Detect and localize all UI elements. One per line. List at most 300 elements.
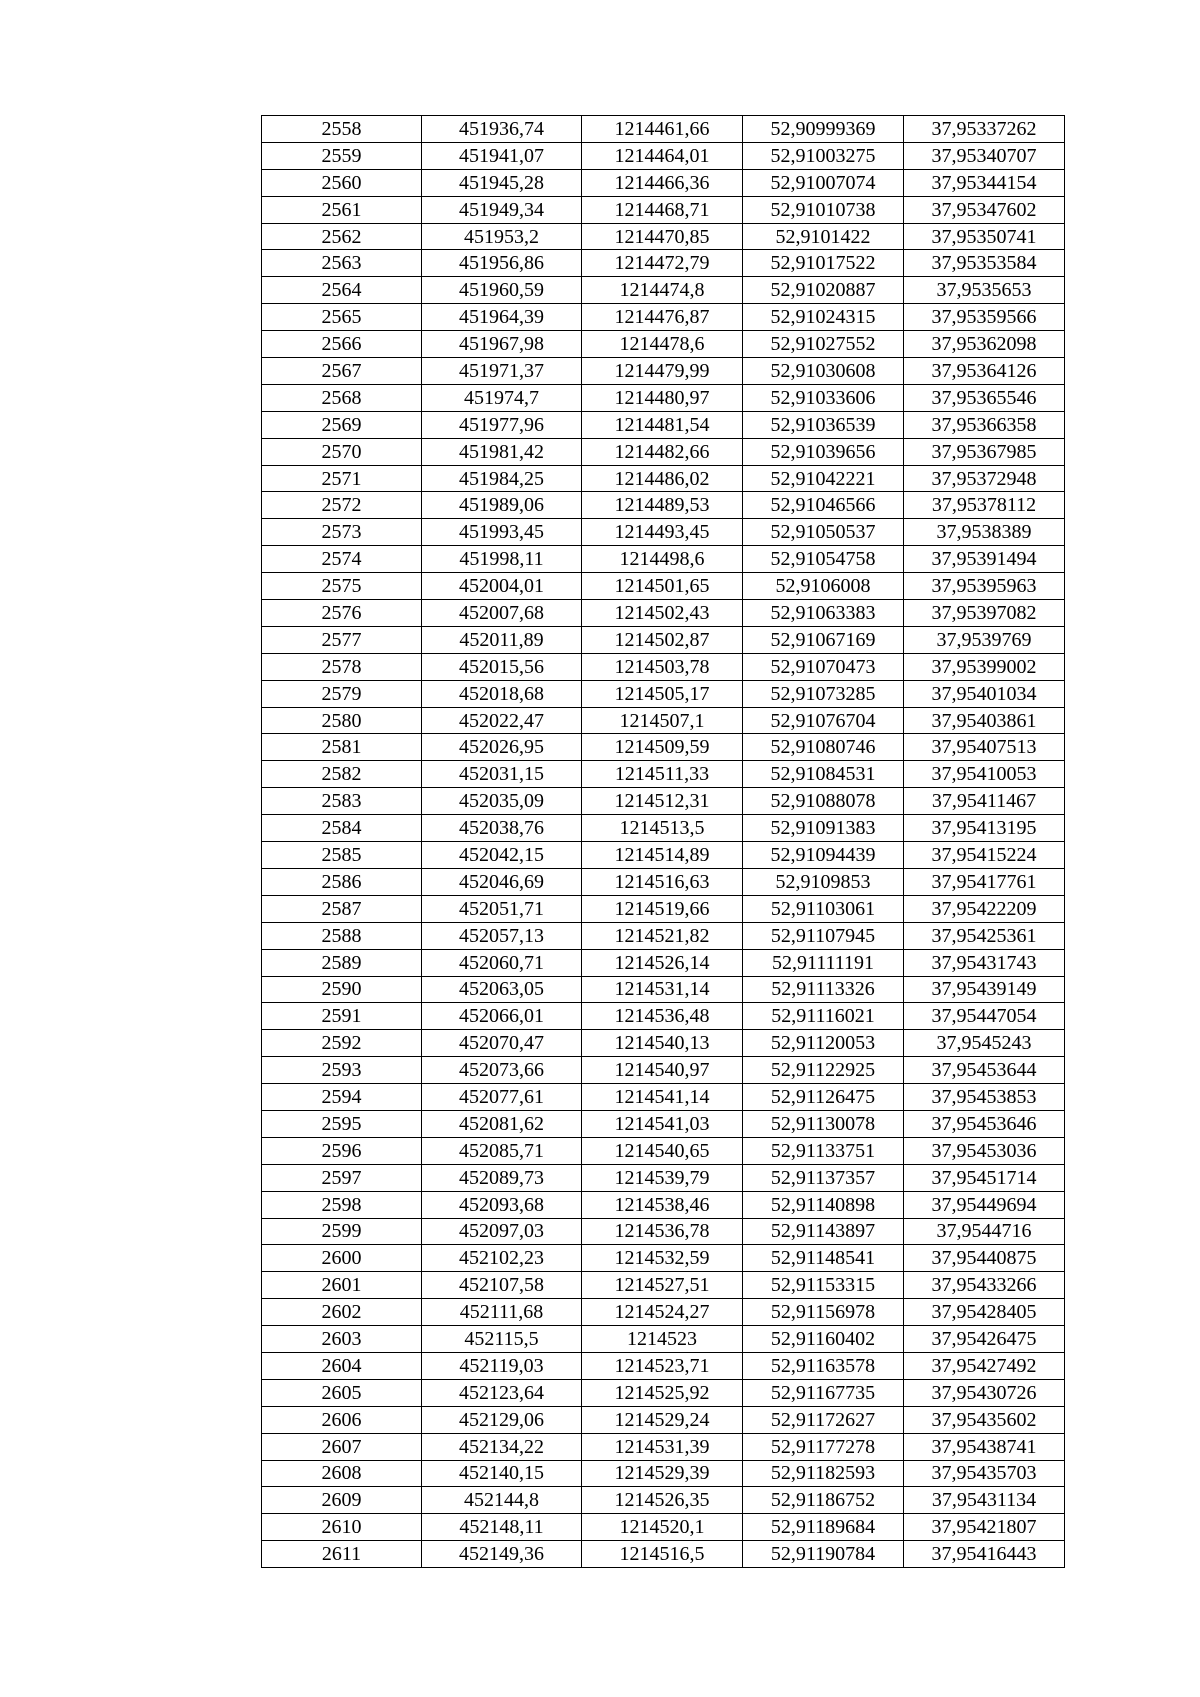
- longitude-cell: 37,95350741: [904, 223, 1065, 250]
- y-coordinate-cell: 1214531,39: [582, 1433, 743, 1460]
- table-row: [262, 1326, 1065, 1353]
- table-row: [262, 815, 1065, 842]
- x-coordinate-cell: 452038,76: [422, 815, 582, 842]
- point-number-cell: 2597: [262, 1164, 422, 1191]
- table-row: [262, 1003, 1065, 1030]
- latitude-cell: 52,91024315: [743, 304, 904, 331]
- y-coordinate-cell: 1214532,59: [582, 1245, 743, 1272]
- longitude-cell: 37,95439149: [904, 976, 1065, 1003]
- table-row: [262, 707, 1065, 734]
- y-coordinate-cell: 1214489,53: [582, 492, 743, 519]
- point-number-cell: 2591: [262, 1003, 422, 1030]
- x-coordinate-cell: 452093,68: [422, 1191, 582, 1218]
- point-number-cell: 2563: [262, 250, 422, 277]
- point-number-cell: 2586: [262, 868, 422, 895]
- table-row: [262, 1110, 1065, 1137]
- latitude-cell: 52,91042221: [743, 465, 904, 492]
- y-coordinate-cell: 1214493,45: [582, 519, 743, 546]
- latitude-cell: 52,91070473: [743, 653, 904, 680]
- latitude-cell: 52,91153315: [743, 1272, 904, 1299]
- table-row: [262, 223, 1065, 250]
- latitude-cell: 52,91003275: [743, 142, 904, 169]
- y-coordinate-cell: 1214541,14: [582, 1084, 743, 1111]
- table-row: [262, 1057, 1065, 1084]
- latitude-cell: 52,91116021: [743, 1003, 904, 1030]
- x-coordinate-cell: 452035,09: [422, 788, 582, 815]
- y-coordinate-cell: 1214468,71: [582, 196, 743, 223]
- latitude-cell: 52,91050537: [743, 519, 904, 546]
- x-coordinate-cell: 451993,45: [422, 519, 582, 546]
- x-coordinate-cell: 452015,56: [422, 653, 582, 680]
- point-number-cell: 2577: [262, 626, 422, 653]
- latitude-cell: 52,91027552: [743, 331, 904, 358]
- latitude-cell: 52,91046566: [743, 492, 904, 519]
- y-coordinate-cell: 1214539,79: [582, 1164, 743, 1191]
- longitude-cell: 37,95391494: [904, 546, 1065, 573]
- y-coordinate-cell: 1214541,03: [582, 1110, 743, 1137]
- table-row: [262, 358, 1065, 385]
- point-number-cell: 2584: [262, 815, 422, 842]
- longitude-cell: 37,9544716: [904, 1218, 1065, 1245]
- y-coordinate-cell: 1214513,5: [582, 815, 743, 842]
- y-coordinate-cell: 1214520,1: [582, 1514, 743, 1541]
- x-coordinate-cell: 452031,15: [422, 761, 582, 788]
- latitude-cell: 52,91190784: [743, 1541, 904, 1568]
- x-coordinate-cell: 452081,62: [422, 1110, 582, 1137]
- latitude-cell: 52,91156978: [743, 1299, 904, 1326]
- latitude-cell: 52,91137357: [743, 1164, 904, 1191]
- longitude-cell: 37,9539769: [904, 626, 1065, 653]
- longitude-cell: 37,95421807: [904, 1514, 1065, 1541]
- point-number-cell: 2594: [262, 1084, 422, 1111]
- longitude-cell: 37,95378112: [904, 492, 1065, 519]
- x-coordinate-cell: 452051,71: [422, 895, 582, 922]
- longitude-cell: 37,95364126: [904, 358, 1065, 385]
- point-number-cell: 2573: [262, 519, 422, 546]
- latitude-cell: 52,91010738: [743, 196, 904, 223]
- x-coordinate-cell: 451945,28: [422, 169, 582, 196]
- longitude-cell: 37,95435703: [904, 1460, 1065, 1487]
- longitude-cell: 37,95427492: [904, 1352, 1065, 1379]
- longitude-cell: 37,95447054: [904, 1003, 1065, 1030]
- table-row: [262, 573, 1065, 600]
- table-row: [262, 600, 1065, 627]
- x-coordinate-cell: 452102,23: [422, 1245, 582, 1272]
- latitude-cell: 52,91148541: [743, 1245, 904, 1272]
- longitude-cell: 37,9538389: [904, 519, 1065, 546]
- latitude-cell: 52,90999369: [743, 116, 904, 143]
- table-row: [262, 1272, 1065, 1299]
- x-coordinate-cell: 451989,06: [422, 492, 582, 519]
- table-row: [262, 1406, 1065, 1433]
- table-row: [262, 1299, 1065, 1326]
- longitude-cell: 37,95416443: [904, 1541, 1065, 1568]
- y-coordinate-cell: 1214540,65: [582, 1137, 743, 1164]
- latitude-cell: 52,91113326: [743, 976, 904, 1003]
- latitude-cell: 52,91073285: [743, 680, 904, 707]
- longitude-cell: 37,95407513: [904, 734, 1065, 761]
- latitude-cell: 52,91133751: [743, 1137, 904, 1164]
- point-number-cell: 2604: [262, 1352, 422, 1379]
- longitude-cell: 37,95347602: [904, 196, 1065, 223]
- latitude-cell: 52,91103061: [743, 895, 904, 922]
- table-row: [262, 331, 1065, 358]
- table-row: [262, 1245, 1065, 1272]
- point-number-cell: 2567: [262, 358, 422, 385]
- point-number-cell: 2562: [262, 223, 422, 250]
- point-number-cell: 2568: [262, 384, 422, 411]
- longitude-cell: 37,95428405: [904, 1299, 1065, 1326]
- longitude-cell: 37,95449694: [904, 1191, 1065, 1218]
- point-number-cell: 2559: [262, 142, 422, 169]
- point-number-cell: 2576: [262, 600, 422, 627]
- point-number-cell: 2587: [262, 895, 422, 922]
- y-coordinate-cell: 1214512,31: [582, 788, 743, 815]
- table-row: [262, 734, 1065, 761]
- table-row: [262, 465, 1065, 492]
- table-row: [262, 1541, 1065, 1568]
- point-number-cell: 2564: [262, 277, 422, 304]
- table-row: [262, 1487, 1065, 1514]
- coordinates-table: [261, 115, 1065, 1568]
- y-coordinate-cell: 1214526,35: [582, 1487, 743, 1514]
- point-number-cell: 2570: [262, 438, 422, 465]
- latitude-cell: 52,91167735: [743, 1379, 904, 1406]
- point-number-cell: 2592: [262, 1030, 422, 1057]
- latitude-cell: 52,91172627: [743, 1406, 904, 1433]
- longitude-cell: 37,95425361: [904, 922, 1065, 949]
- longitude-cell: 37,95411467: [904, 788, 1065, 815]
- point-number-cell: 2600: [262, 1245, 422, 1272]
- x-coordinate-cell: 451967,98: [422, 331, 582, 358]
- table-row: [262, 196, 1065, 223]
- y-coordinate-cell: 1214480,97: [582, 384, 743, 411]
- x-coordinate-cell: 452097,03: [422, 1218, 582, 1245]
- table-row: [262, 761, 1065, 788]
- y-coordinate-cell: 1214478,6: [582, 331, 743, 358]
- point-number-cell: 2558: [262, 116, 422, 143]
- table-row: [262, 1137, 1065, 1164]
- latitude-cell: 52,91088078: [743, 788, 904, 815]
- longitude-cell: 37,95431743: [904, 949, 1065, 976]
- latitude-cell: 52,91067169: [743, 626, 904, 653]
- x-coordinate-cell: 451981,42: [422, 438, 582, 465]
- point-number-cell: 2572: [262, 492, 422, 519]
- longitude-cell: 37,95415224: [904, 842, 1065, 869]
- latitude-cell: 52,91080746: [743, 734, 904, 761]
- point-number-cell: 2571: [262, 465, 422, 492]
- latitude-cell: 52,91111191: [743, 949, 904, 976]
- table-row: [262, 519, 1065, 546]
- latitude-cell: 52,91054758: [743, 546, 904, 573]
- longitude-cell: 37,95453853: [904, 1084, 1065, 1111]
- table-row: [262, 1030, 1065, 1057]
- latitude-cell: 52,91182593: [743, 1460, 904, 1487]
- x-coordinate-cell: 452129,06: [422, 1406, 582, 1433]
- point-number-cell: 2611: [262, 1541, 422, 1568]
- point-number-cell: 2579: [262, 680, 422, 707]
- longitude-cell: 37,95372948: [904, 465, 1065, 492]
- longitude-cell: 37,95435602: [904, 1406, 1065, 1433]
- x-coordinate-cell: 451984,25: [422, 465, 582, 492]
- y-coordinate-cell: 1214524,27: [582, 1299, 743, 1326]
- y-coordinate-cell: 1214514,89: [582, 842, 743, 869]
- x-coordinate-cell: 451964,39: [422, 304, 582, 331]
- x-coordinate-cell: 451953,2: [422, 223, 582, 250]
- longitude-cell: 37,95453646: [904, 1110, 1065, 1137]
- y-coordinate-cell: 1214509,59: [582, 734, 743, 761]
- point-number-cell: 2601: [262, 1272, 422, 1299]
- latitude-cell: 52,91063383: [743, 600, 904, 627]
- table-row: [262, 949, 1065, 976]
- x-coordinate-cell: 452060,71: [422, 949, 582, 976]
- y-coordinate-cell: 1214481,54: [582, 411, 743, 438]
- point-number-cell: 2580: [262, 707, 422, 734]
- table-row: [262, 653, 1065, 680]
- table-row: [262, 868, 1065, 895]
- point-number-cell: 2599: [262, 1218, 422, 1245]
- y-coordinate-cell: 1214479,99: [582, 358, 743, 385]
- longitude-cell: 37,95367985: [904, 438, 1065, 465]
- y-coordinate-cell: 1214521,82: [582, 922, 743, 949]
- latitude-cell: 52,91091383: [743, 815, 904, 842]
- table-row: [262, 1379, 1065, 1406]
- table-row: [262, 976, 1065, 1003]
- longitude-cell: 37,95413195: [904, 815, 1065, 842]
- point-number-cell: 2610: [262, 1514, 422, 1541]
- x-coordinate-cell: 452011,89: [422, 626, 582, 653]
- point-number-cell: 2575: [262, 573, 422, 600]
- point-number-cell: 2583: [262, 788, 422, 815]
- table-row: [262, 438, 1065, 465]
- y-coordinate-cell: 1214470,85: [582, 223, 743, 250]
- y-coordinate-cell: 1214503,78: [582, 653, 743, 680]
- x-coordinate-cell: 451936,74: [422, 116, 582, 143]
- table-row: [262, 842, 1065, 869]
- longitude-cell: 37,95337262: [904, 116, 1065, 143]
- x-coordinate-cell: 452046,69: [422, 868, 582, 895]
- x-coordinate-cell: 452007,68: [422, 600, 582, 627]
- longitude-cell: 37,95344154: [904, 169, 1065, 196]
- y-coordinate-cell: 1214540,13: [582, 1030, 743, 1057]
- point-number-cell: 2588: [262, 922, 422, 949]
- point-number-cell: 2598: [262, 1191, 422, 1218]
- latitude-cell: 52,91076704: [743, 707, 904, 734]
- x-coordinate-cell: 452111,68: [422, 1299, 582, 1326]
- longitude-cell: 37,95359566: [904, 304, 1065, 331]
- x-coordinate-cell: 452148,11: [422, 1514, 582, 1541]
- latitude-cell: 52,91120053: [743, 1030, 904, 1057]
- table-row: [262, 788, 1065, 815]
- longitude-cell: 37,95403861: [904, 707, 1065, 734]
- y-coordinate-cell: 1214516,63: [582, 868, 743, 895]
- point-number-cell: 2595: [262, 1110, 422, 1137]
- longitude-cell: 37,95430726: [904, 1379, 1065, 1406]
- point-number-cell: 2565: [262, 304, 422, 331]
- latitude-cell: 52,91189684: [743, 1514, 904, 1541]
- latitude-cell: 52,91186752: [743, 1487, 904, 1514]
- latitude-cell: 52,9101422: [743, 223, 904, 250]
- point-number-cell: 2578: [262, 653, 422, 680]
- x-coordinate-cell: 452115,5: [422, 1326, 582, 1353]
- latitude-cell: 52,91143897: [743, 1218, 904, 1245]
- x-coordinate-cell: 452077,61: [422, 1084, 582, 1111]
- point-number-cell: 2608: [262, 1460, 422, 1487]
- longitude-cell: 37,95440875: [904, 1245, 1065, 1272]
- y-coordinate-cell: 1214511,33: [582, 761, 743, 788]
- table-row: [262, 250, 1065, 277]
- table-row: [262, 1460, 1065, 1487]
- longitude-cell: 37,95426475: [904, 1326, 1065, 1353]
- x-coordinate-cell: 452022,47: [422, 707, 582, 734]
- table-row: [262, 1352, 1065, 1379]
- table-row: [262, 384, 1065, 411]
- point-number-cell: 2593: [262, 1057, 422, 1084]
- y-coordinate-cell: 1214523: [582, 1326, 743, 1353]
- point-number-cell: 2561: [262, 196, 422, 223]
- point-number-cell: 2607: [262, 1433, 422, 1460]
- y-coordinate-cell: 1214486,02: [582, 465, 743, 492]
- latitude-cell: 52,91140898: [743, 1191, 904, 1218]
- x-coordinate-cell: 452004,01: [422, 573, 582, 600]
- longitude-cell: 37,95451714: [904, 1164, 1065, 1191]
- latitude-cell: 52,91036539: [743, 411, 904, 438]
- longitude-cell: 37,95365546: [904, 384, 1065, 411]
- coordinates-table-body: [262, 116, 1065, 1568]
- x-coordinate-cell: 452057,13: [422, 922, 582, 949]
- x-coordinate-cell: 451941,07: [422, 142, 582, 169]
- point-number-cell: 2566: [262, 331, 422, 358]
- longitude-cell: 37,95422209: [904, 895, 1065, 922]
- latitude-cell: 52,91007074: [743, 169, 904, 196]
- longitude-cell: 37,95433266: [904, 1272, 1065, 1299]
- point-number-cell: 2585: [262, 842, 422, 869]
- y-coordinate-cell: 1214536,78: [582, 1218, 743, 1245]
- latitude-cell: 52,91122925: [743, 1057, 904, 1084]
- x-coordinate-cell: 452089,73: [422, 1164, 582, 1191]
- table-row: [262, 304, 1065, 331]
- table-row: [262, 1514, 1065, 1541]
- table-row: [262, 1164, 1065, 1191]
- latitude-cell: 52,91084531: [743, 761, 904, 788]
- x-coordinate-cell: 451977,96: [422, 411, 582, 438]
- table-row: [262, 1191, 1065, 1218]
- y-coordinate-cell: 1214526,14: [582, 949, 743, 976]
- latitude-cell: 52,91177278: [743, 1433, 904, 1460]
- table-row: [262, 1218, 1065, 1245]
- y-coordinate-cell: 1214529,24: [582, 1406, 743, 1433]
- y-coordinate-cell: 1214519,66: [582, 895, 743, 922]
- table-row: [262, 1433, 1065, 1460]
- x-coordinate-cell: 451971,37: [422, 358, 582, 385]
- y-coordinate-cell: 1214466,36: [582, 169, 743, 196]
- x-coordinate-cell: 452119,03: [422, 1352, 582, 1379]
- table-row: [262, 492, 1065, 519]
- longitude-cell: 37,95453036: [904, 1137, 1065, 1164]
- y-coordinate-cell: 1214505,17: [582, 680, 743, 707]
- point-number-cell: 2569: [262, 411, 422, 438]
- longitude-cell: 37,9535653: [904, 277, 1065, 304]
- point-number-cell: 2603: [262, 1326, 422, 1353]
- longitude-cell: 37,95453644: [904, 1057, 1065, 1084]
- table-row: [262, 922, 1065, 949]
- y-coordinate-cell: 1214516,5: [582, 1541, 743, 1568]
- longitude-cell: 37,95366358: [904, 411, 1065, 438]
- x-coordinate-cell: 452107,58: [422, 1272, 582, 1299]
- table-row: [262, 142, 1065, 169]
- point-number-cell: 2581: [262, 734, 422, 761]
- latitude-cell: 52,91107945: [743, 922, 904, 949]
- table-row: [262, 169, 1065, 196]
- latitude-cell: 52,91020887: [743, 277, 904, 304]
- y-coordinate-cell: 1214538,46: [582, 1191, 743, 1218]
- latitude-cell: 52,91033606: [743, 384, 904, 411]
- point-number-cell: 2609: [262, 1487, 422, 1514]
- point-number-cell: 2574: [262, 546, 422, 573]
- x-coordinate-cell: 452149,36: [422, 1541, 582, 1568]
- y-coordinate-cell: 1214529,39: [582, 1460, 743, 1487]
- y-coordinate-cell: 1214502,43: [582, 600, 743, 627]
- x-coordinate-cell: 451998,11: [422, 546, 582, 573]
- table-row: [262, 680, 1065, 707]
- point-number-cell: 2605: [262, 1379, 422, 1406]
- x-coordinate-cell: 452070,47: [422, 1030, 582, 1057]
- x-coordinate-cell: 452123,64: [422, 1379, 582, 1406]
- x-coordinate-cell: 452018,68: [422, 680, 582, 707]
- y-coordinate-cell: 1214507,1: [582, 707, 743, 734]
- latitude-cell: 52,91126475: [743, 1084, 904, 1111]
- longitude-cell: 37,95401034: [904, 680, 1065, 707]
- y-coordinate-cell: 1214474,8: [582, 277, 743, 304]
- latitude-cell: 52,9106008: [743, 573, 904, 600]
- y-coordinate-cell: 1214523,71: [582, 1352, 743, 1379]
- y-coordinate-cell: 1214502,87: [582, 626, 743, 653]
- x-coordinate-cell: 452042,15: [422, 842, 582, 869]
- latitude-cell: 52,91039656: [743, 438, 904, 465]
- table-row: [262, 895, 1065, 922]
- longitude-cell: 37,95438741: [904, 1433, 1065, 1460]
- x-coordinate-cell: 452144,8: [422, 1487, 582, 1514]
- x-coordinate-cell: 452134,22: [422, 1433, 582, 1460]
- table-row: [262, 116, 1065, 143]
- point-number-cell: 2560: [262, 169, 422, 196]
- x-coordinate-cell: 452066,01: [422, 1003, 582, 1030]
- x-coordinate-cell: 452063,05: [422, 976, 582, 1003]
- x-coordinate-cell: 451956,86: [422, 250, 582, 277]
- longitude-cell: 37,95417761: [904, 868, 1065, 895]
- latitude-cell: 52,91163578: [743, 1352, 904, 1379]
- y-coordinate-cell: 1214525,92: [582, 1379, 743, 1406]
- y-coordinate-cell: 1214472,79: [582, 250, 743, 277]
- longitude-cell: 37,95399002: [904, 653, 1065, 680]
- point-number-cell: 2606: [262, 1406, 422, 1433]
- longitude-cell: 37,95397082: [904, 600, 1065, 627]
- x-coordinate-cell: 452073,66: [422, 1057, 582, 1084]
- point-number-cell: 2590: [262, 976, 422, 1003]
- longitude-cell: 37,9545243: [904, 1030, 1065, 1057]
- y-coordinate-cell: 1214501,65: [582, 573, 743, 600]
- longitude-cell: 37,95340707: [904, 142, 1065, 169]
- longitude-cell: 37,95395963: [904, 573, 1065, 600]
- x-coordinate-cell: 452026,95: [422, 734, 582, 761]
- x-coordinate-cell: 451960,59: [422, 277, 582, 304]
- y-coordinate-cell: 1214540,97: [582, 1057, 743, 1084]
- latitude-cell: 52,91017522: [743, 250, 904, 277]
- point-number-cell: 2589: [262, 949, 422, 976]
- y-coordinate-cell: 1214531,14: [582, 976, 743, 1003]
- table-row: [262, 546, 1065, 573]
- point-number-cell: 2582: [262, 761, 422, 788]
